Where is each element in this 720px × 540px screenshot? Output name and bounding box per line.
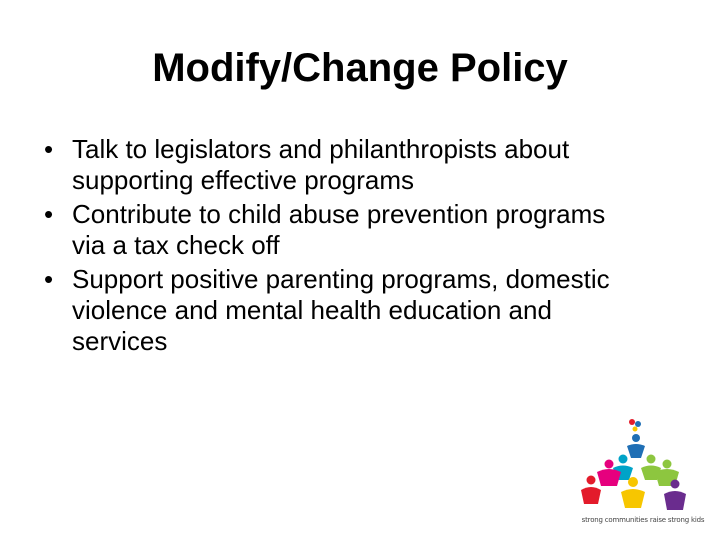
bullet-item xyxy=(44,134,644,196)
bullet-text: Talk to legislators and philanthropists about supporting effective programs xyxy=(72,134,570,195)
bullet-marker: • xyxy=(44,134,54,164)
bullet-marker: • xyxy=(44,264,54,294)
bullet-text: Contribute to child abuse prevention programs via a tax check off xyxy=(72,199,606,260)
bullet-text: Support positive parenting programs, domestic violence and mental health education and services xyxy=(72,264,610,356)
people-pyramid-icon xyxy=(575,416,711,516)
bullet-item xyxy=(44,264,644,357)
bullet-list xyxy=(44,134,644,360)
bullet-marker: • xyxy=(44,199,54,229)
logo-tagline: strong communities raise strong kids xyxy=(581,516,705,524)
bullet-item xyxy=(44,199,644,261)
people-pyramid-logo xyxy=(575,416,711,528)
slide-title: Modify/Change Policy xyxy=(152,46,568,90)
